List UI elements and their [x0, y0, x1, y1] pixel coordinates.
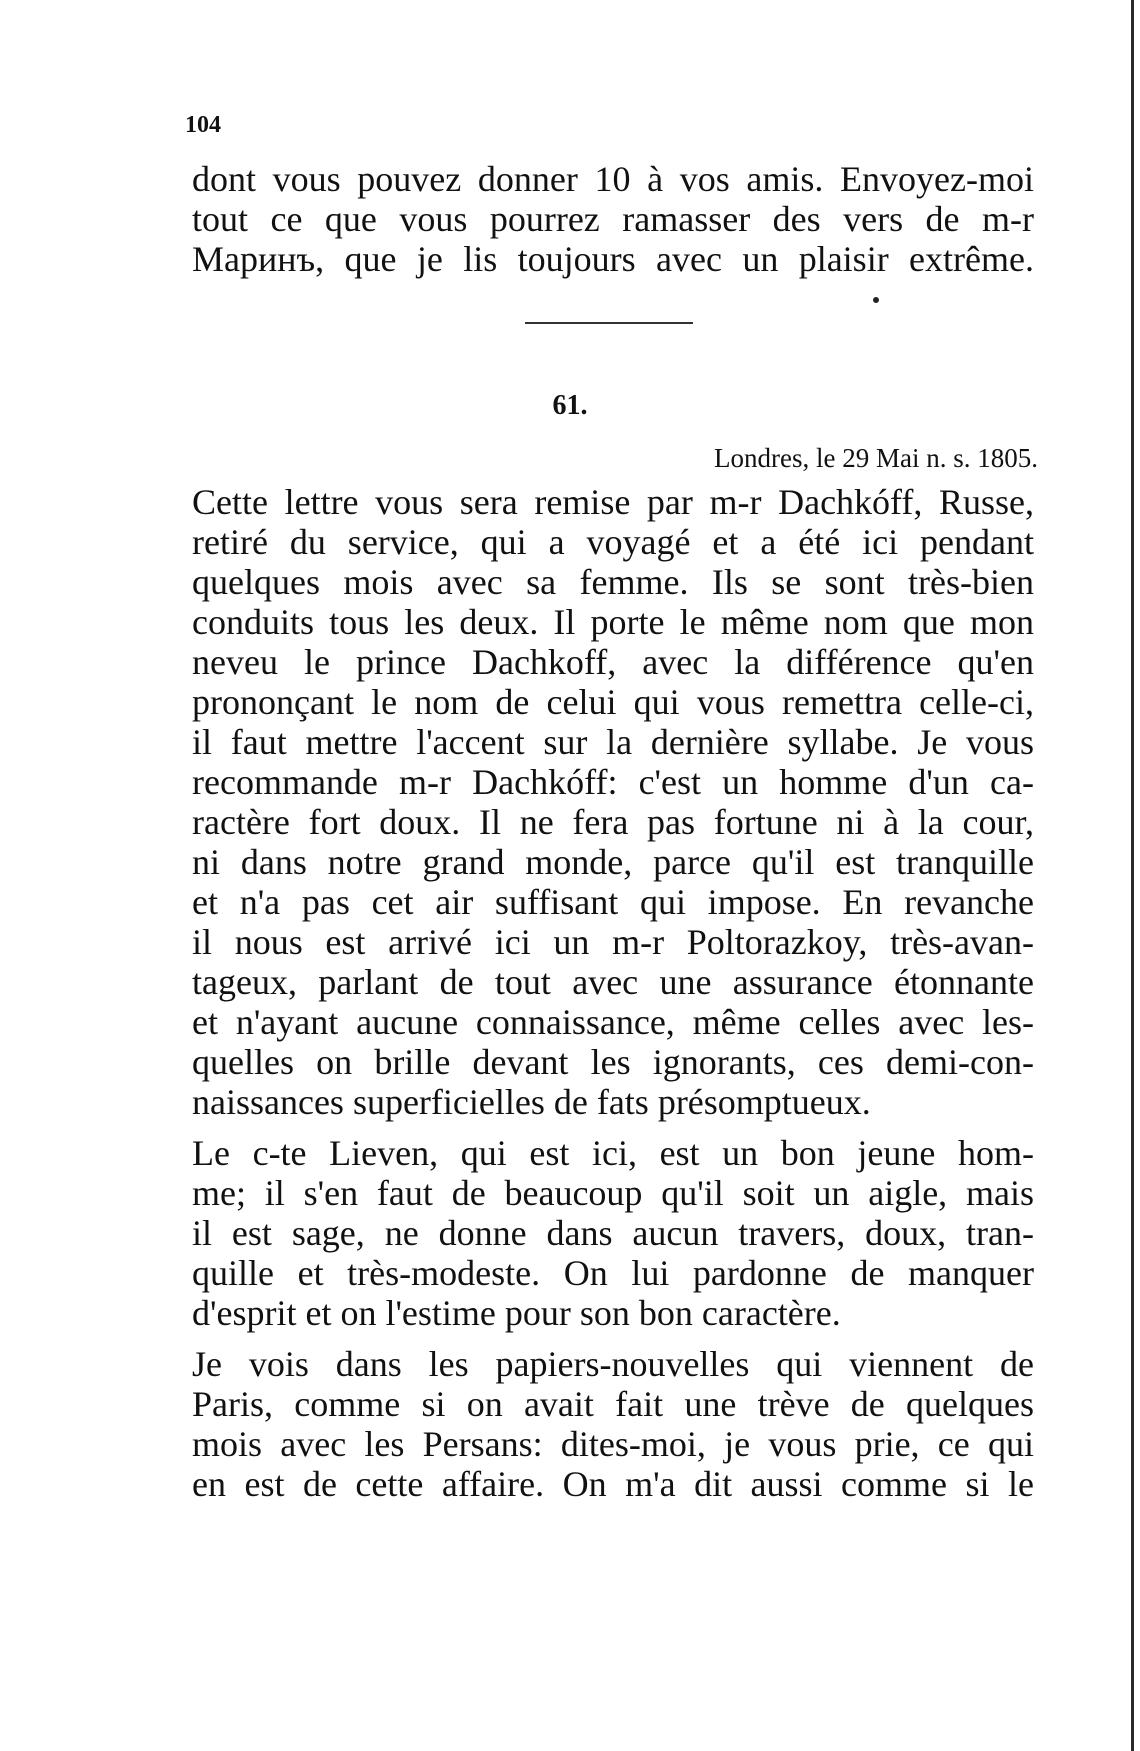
text-line: prononçant le nom de celui qui vous remettra celle-ci, — [192, 682, 1034, 722]
text-line: Je vois dans les papiers-nouvelles qui viennent de — [192, 1344, 1034, 1384]
text-line: Cette lettre vous sera remise par m-r Dachkóff, Russe, — [192, 482, 1034, 522]
text-line: d'esprit et on l'estime pour son bon caractère. — [192, 1293, 841, 1333]
text-line: il nous est arrivé ici un m-r Poltorazkoy, très-avan- — [192, 922, 1034, 962]
scan-edge-line — [1131, 0, 1134, 1751]
text-line: quille et très-modeste. On lui pardonne de manquer — [192, 1253, 1034, 1293]
text-line: recommande m-r Dachkóff: c'est un homme d'un ca- — [192, 762, 1034, 802]
text-line: en est de cette affaire. On m'a dit aussi comme si le — [192, 1464, 1034, 1504]
text-line: dont vous pouvez donner 10 à vos amis. Envoyez-moi — [192, 159, 1034, 199]
text-line: naissances superficielles de fats présomptueux. — [192, 1082, 871, 1122]
text-line: retiré du service, qui a voyagé et a été ici pendant — [192, 522, 1034, 562]
text-line: tout ce que vous pourrez ramasser des vers de m-r — [192, 199, 1034, 239]
text-line: ractère fort doux. Il ne fera pas fortune ni à la cour, — [192, 802, 1034, 842]
text-line: il est sage, ne donne dans aucun travers, doux, tran- — [192, 1213, 1034, 1253]
text-line: Le c-te Lieven, qui est ici, est un bon jeune hom- — [192, 1133, 1034, 1173]
text-line: Маринъ, que je lis toujours avec un plaisir extrême. — [192, 239, 1034, 279]
text-line: et n'a pas cet air suffisant qui impose. En revanche — [192, 882, 1034, 922]
divider-dot — [873, 297, 879, 303]
text-line: et n'ayant aucune connaissance, même celles avec les- — [192, 1002, 1034, 1042]
text-line: neveu le prince Dachkoff, avec la différence qu'en — [192, 642, 1034, 682]
text-line: quelles on brille devant les ignorants, ces demi-con- — [192, 1042, 1034, 1082]
page-number: 104 — [185, 112, 221, 138]
letter-number: 61. — [552, 390, 588, 421]
text-line: il faut mettre l'accent sur la dernière syllabe. Je vous — [192, 722, 1034, 762]
text-line: ni dans notre grand monde, parce qu'il est tranquille — [192, 842, 1034, 882]
text-line: me; il s'en faut de beaucoup qu'il soit un aigle, mais — [192, 1173, 1034, 1213]
text-line: quelques mois avec sa femme. Ils se sont très-bien — [192, 562, 1034, 602]
text-line: tageux, parlant de tout avec une assurance étonnante — [192, 962, 1034, 1002]
letter-dateline: Londres, le 29 Mai n. s. 1805. — [714, 443, 1038, 473]
text-line: mois avec les Persans: dites-moi, je vous prie, ce qui — [192, 1424, 1034, 1464]
text-line: conduits tous les deux. Il porte le même nom que mon — [192, 602, 1034, 642]
section-divider — [525, 322, 693, 324]
text-line: Paris, comme si on avait fait une trève de quelques — [192, 1384, 1034, 1424]
